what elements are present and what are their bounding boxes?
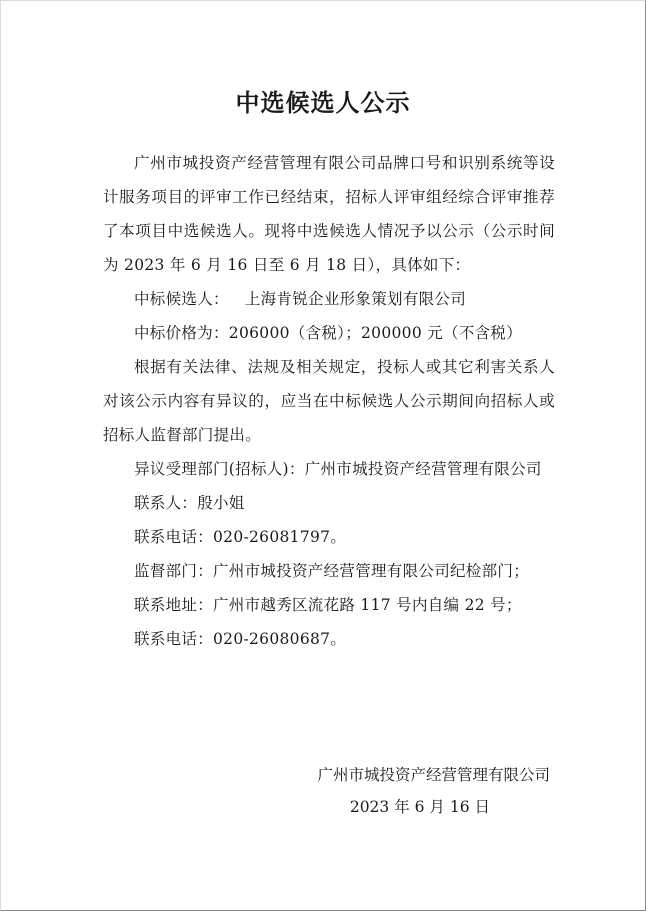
contact-address-line: 联系地址：广州市越秀区流花路 117 号内自编 22 号； [134, 596, 522, 614]
objection-paragraph: 根据有关法律、法规及相关规定，投标人或其它利害关系人对该公示内容有异议的，应当在中标候选人公示期间向招标人或招标人监督部门提出。 [103, 358, 555, 444]
candidate-value: 上海肯锐企业形象策划有限公司 [244, 290, 467, 308]
contact-phone-line-2: 联系电话：020-26080687。 [134, 630, 347, 648]
candidate-label: 中标候选人： [134, 290, 229, 308]
contact-person-line: 联系人：殷小姐 [134, 494, 245, 512]
price-line: 中标价格为：206000（含税）；200000 元（不含税） [134, 324, 523, 342]
intro-paragraph: 广州市城投资产经营管理有限公司品牌口号和识别系统等设计服务项目的评审工作已经结束，招标人评审组经综合评审推荐了本项目中选候选人。现将中选候选人情况予以公示（公示时间为 2023 年 6 月 16 日至 6 月 18 日），具体如下： [103, 154, 555, 274]
page-title: 中选候选人公示 [235, 89, 411, 117]
signature-date: 2023 年 6 月 16 日 [349, 798, 490, 816]
contact-phone-line-1: 联系电话：020-26081797。 [134, 528, 347, 546]
signature-block [317, 759, 550, 823]
notice-body [103, 146, 555, 656]
signature-company: 广州市城投资产经营管理有限公司 [317, 766, 550, 784]
objection-dept-line: 异议受理部门(招标人)：广州市城投资产经营管理有限公司 [134, 460, 542, 478]
candidate-line [103, 282, 555, 316]
supervision-dept-line: 监督部门：广州市城投资产经营管理有限公司纪检部门； [134, 562, 530, 580]
